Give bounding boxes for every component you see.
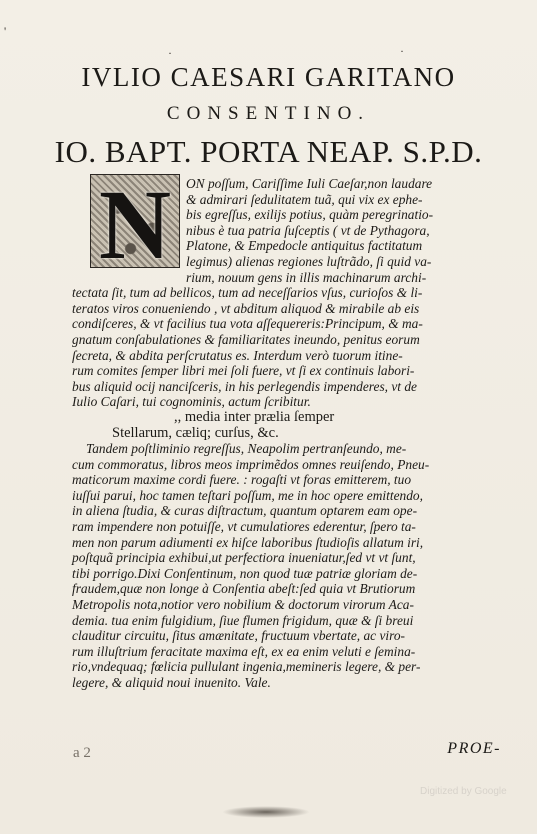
text-line: in aliena ſtudia, & curas diſtractum, quantum optarem eam ope- [72, 503, 418, 519]
text-line: legere, & aliquid noui inuenito. Vale. [72, 675, 271, 690]
text-line: & admirari ſedulitatem tuã, qui vix ex ephe- [186, 191, 423, 207]
text-line: clauditur circuitu, ſitus amænitate, fructuum vbertate, ac viro- [72, 628, 405, 644]
dedication-recipient-title: IVLIO CAESARI GARITANO [81, 62, 456, 92]
initial-letter: N [98, 174, 172, 268]
ink-speck: · [168, 46, 172, 60]
text-line: Metropolis nota,notior vero nobilium & doctorum virorum Aca- [72, 597, 414, 613]
text-line: teratos viros conueniendo , vt abditum aliquod & mirabile ab eis [72, 300, 420, 316]
text-line: Tandem poſtliminio regreſſus, Neapolim pertranſeundo, me- [86, 441, 407, 457]
margin-mark: ' [4, 24, 7, 38]
text-line: Platone, & Empedocle antiquitus factitatum [186, 238, 423, 254]
signature-mark: a 2 [73, 745, 91, 761]
ink-smudge [222, 806, 310, 818]
text-line: rum comites ſemper libri mei ſoli fuere, vt ſi ex continuis labori- [72, 363, 415, 379]
text-line: maticorum maxime cordi fuere. : rogaſti vt foras emitterem, tuo [72, 472, 412, 488]
digitization-watermark: Digitized by Google [420, 786, 507, 797]
dedication-text [72, 176, 502, 691]
text-line: bis egreſſus, exilijs potius, quàm peregrinatio- [186, 207, 434, 223]
verse-quote-line: ,, media inter prælia ſemper [174, 408, 335, 425]
text-line: rum illuſtrium feracitate maxima eſt, ex ea enim veluti e ſemina- [72, 643, 416, 659]
text-line: fraudem,quæ non longe à Conſentia abeſt:ſed quia vt Brutiorum [72, 581, 416, 597]
text-line: Iulio Caſari, tui cognominis, actum ſcribitur. [72, 394, 311, 410]
dedication-recipient-origin: CONSENTINO. [166, 103, 371, 124]
text-line: rio,vndequaq; fœlicia pullulant ingenia,memineris legere, & per- [72, 659, 421, 675]
text-line: condiſceres, & vt facilius tua vota aſſequereris:Principum, & ma- [72, 316, 423, 332]
catchword: PROE- [447, 740, 501, 757]
text-line: tectata ſit, tum ad bellicos, tum ad neceſſarios vſus, curioſos & li- [72, 285, 423, 301]
text-line: rium, nouum gens in illis machinarum archi- [186, 269, 427, 285]
text-line: gnatum conſabulationes & familiaritates ineundo, penitus eorum [72, 331, 420, 347]
text-line: legimus) alienas regiones luſtrãdo, ſi quid va- [186, 253, 432, 269]
text-line: ram impendere non potuiſſe, vt cumulatiores ederentur, ſpero ta- [72, 519, 416, 535]
text-line: demia. tua enim fulgidium, ſiue flumen frigidum, quæ & ſi breui [72, 612, 414, 628]
text-line: cum commoratus, libros meos imprimẽdos omnes reuiſendo, Pneu- [72, 456, 430, 472]
dedication-author-greeting: IO. BAPT. PORTA NEAP. S.P.D. [54, 134, 483, 169]
text-line: men non parum adiumenti ex hiſce laboribus ſtudioſis allatum iri, [72, 534, 424, 550]
verse-quote-line: Stellarum, cæliq; curſus, &c. [112, 424, 279, 441]
text-line: poſtquã principia exhibui,ut perfectiora inueniatur,ſed vt vt ſunt, [72, 550, 416, 566]
text-line: bus aliquid ocij nanciſceris, in his perlegendis impenderes, vt de [72, 378, 417, 394]
text-line: tibi porrigo.Dixi Conſentinum, non quod tuæ patriæ gloriam de- [72, 565, 418, 581]
ink-speck: · [400, 44, 404, 58]
text-line: iuſſui parui, hoc tamen teſtari poſſum, me in hoc opere emittendo, [72, 487, 423, 503]
text-line: ON poſſum, Cariſſime Iuli Caeſar,non laudare [186, 176, 433, 191]
text-line: nibus è tua patria ſuſceptis ( vt de Pythagora, [186, 222, 430, 238]
text-line: ſecreta, & abdita perſcrutatus es. Interdum verò tuorum itine- [72, 347, 403, 363]
